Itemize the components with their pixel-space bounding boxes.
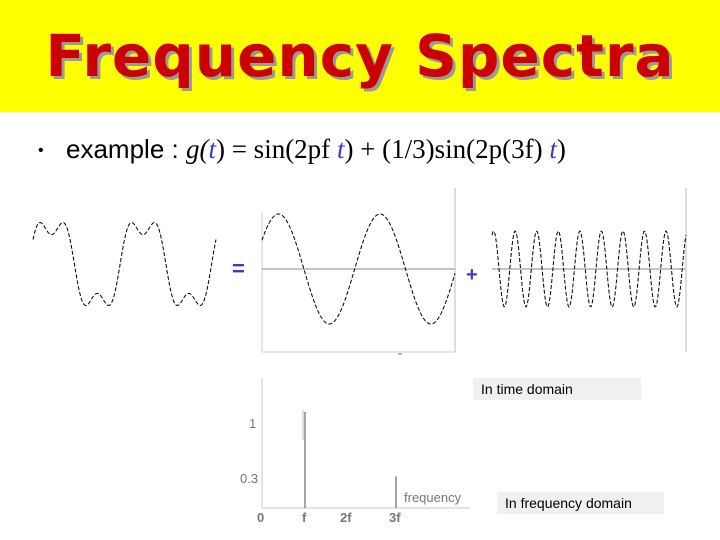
example-prefix: example : <box>66 134 186 164</box>
plus-sign: + <box>466 264 478 286</box>
bullet-icon: • <box>38 142 44 160</box>
formula-var-t: t <box>208 134 216 164</box>
formula-part-g: g( <box>185 134 209 164</box>
x-tick-0: 0 <box>257 510 265 525</box>
y-tick-1: 1 <box>249 416 257 431</box>
x-tick-2f: 2f <box>340 510 352 525</box>
time-domain-caption: In time domain <box>473 378 641 400</box>
x-tick-f: f <box>302 510 307 525</box>
formula-part-close: ) <box>556 134 566 164</box>
formula-var-t: t <box>549 134 557 164</box>
formula-part-sin1: ) = sin(2pf <box>215 134 337 164</box>
composite-waveform <box>33 223 216 306</box>
formula-part-sin3: ) + (1/3)sin(2p(3f) <box>344 134 550 164</box>
y-tick-0-3: 0.3 <box>240 471 259 486</box>
frequency-domain-caption: In frequency domain <box>497 492 664 514</box>
formula-var-t: t <box>336 134 345 164</box>
x-axis-label: frequency <box>404 490 462 505</box>
spectrum-bars <box>305 412 396 508</box>
equals-sign: = <box>232 256 245 281</box>
x-tick-3f: 3f <box>389 510 401 525</box>
slide-title: Frequency Spectra <box>45 22 675 90</box>
